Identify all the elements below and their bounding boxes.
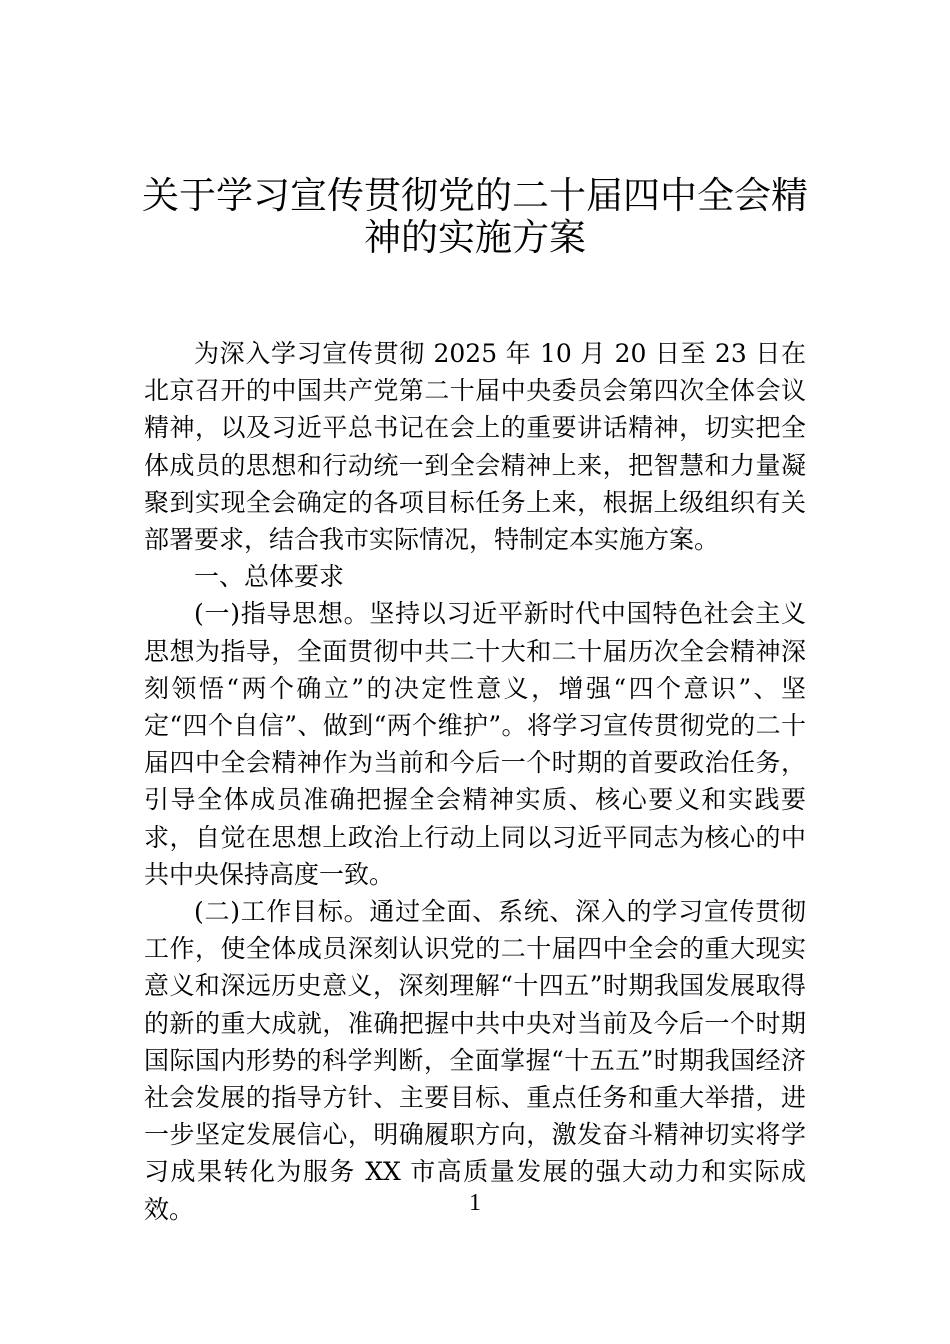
page-number: 1 (469, 1190, 481, 1216)
section-heading-general-requirements: 一、总体要求 (194, 562, 345, 592)
document-title-line-2: 神的实施方案 (364, 216, 586, 259)
guiding-thought-paragraph: (一)指导思想。坚持以习近平新时代中国特色社会主义思想为指导，全面贯彻中共二十大和二十届历次全会精神深刻领悟“两个确立”的决定性意义，增强“四个意识”、坚定“四个自信”、做到“两个维护”。将学习宣传贯彻党的二十届四中全会精神作为当前和今后一个时期的首要政治任务，引导全体成员准确把握全会精神实质、核心要义和实践要求，自觉在思想上政治上行动上同以习近平同志为核心的中共中央保持高度一致。 (144, 599, 806, 889)
intro-paragraph: 为深入学习宣传贯彻 2025 年 10 月 20 日至 23 日在北京召开的中国共产党第二十届中央委员会第四次全体会议精神，以及习近平总书记在会上的重要讲话精神，切实把全体成员的思想和行动统一到全会精神上来，把智慧和力量凝聚到实现全会确定的各项目标任务上来，根据上级组织有关部署要求，结合我市实际情况，特制定本实施方案。 (144, 339, 806, 555)
document-title-line-1: 关于学习宣传贯彻党的二十届四中全会精 (142, 174, 808, 217)
work-goals-paragraph: (二)工作目标。通过全面、系统、深入的学习宣传贯彻工作，使全体成员深刻认识党的二十届四中全会的重大现实意义和深远历史意义，深刻理解“十四五”时期我国发展取得的新的重大成就，准确把握中共中央对当前及今后一个时期国际国内形势的科学判断，全面掌握“十五五”时期我国经济社会发展的指导方针、主要目标、重点任务和重大举措，进一步坚定发展信心，明确履职方向，激发奋斗精神切实将学习成果转化为服务 XX 市高质量发展的强大动力和实际成效。 (144, 897, 806, 1224)
document-body (144, 335, 806, 1228)
